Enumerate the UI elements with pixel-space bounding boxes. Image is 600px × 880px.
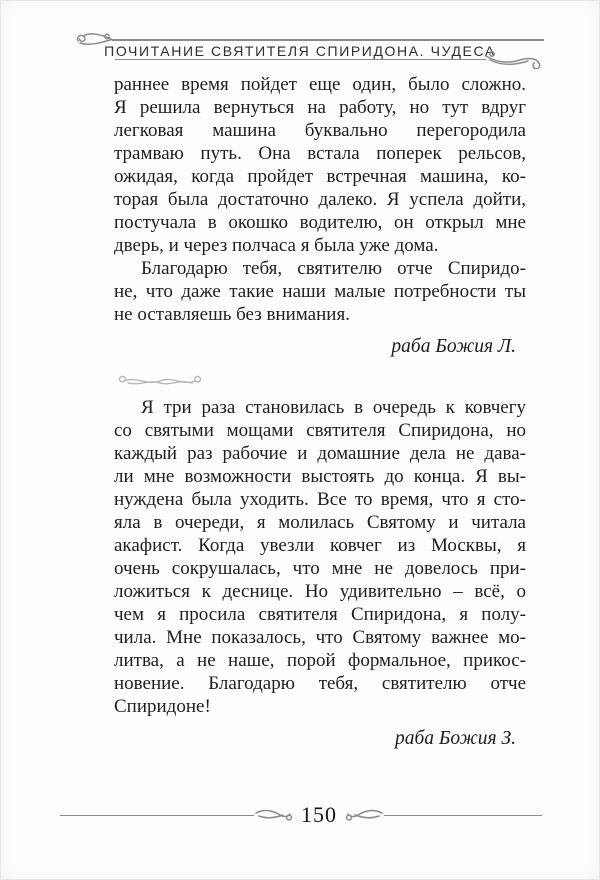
section-divider <box>114 374 526 388</box>
text-line: Я три раза становилась в очередь к ковчегу <box>141 397 526 418</box>
paragraph <box>114 73 526 257</box>
running-title: ПОЧИТАНИЕ СВЯТИТЕЛЯ СПИРИДОНА. ЧУДЕСА <box>104 43 496 59</box>
text-line: чем я просила святителя Спиридона, я полу- <box>114 604 526 625</box>
page-number: 150 <box>301 802 337 827</box>
testimony-section <box>114 396 526 750</box>
text-line: Благодарю тебя, святителю отче Спиридо- <box>141 258 526 279</box>
text-line: со святыми мощами святителя Спиридона, но <box>114 420 526 441</box>
text-line: ложиться к деснице. Но удивительно – всё, о <box>114 581 526 602</box>
text-line: постучала в окошко водителю, он открыл мне <box>114 212 526 233</box>
text-line: чила. Мне показалось, что Святому важнее мо- <box>114 627 526 648</box>
text-line: каждый раз рабочие и домашние дела не дава- <box>114 443 526 464</box>
footer-rule-left <box>60 815 254 816</box>
signature: раба Божия Л. <box>391 336 516 357</box>
text-line: литва, а не наше, порой формальное, прикос- <box>114 650 526 671</box>
testimony-section <box>114 73 526 358</box>
text-column <box>114 73 526 750</box>
text-line: яла в очереди, я молилась Святому и читала <box>114 512 526 533</box>
text-line: ожидая, когда пройдет встречная машина, ко- <box>114 166 526 187</box>
text-line: легковая машина буквально перегородила <box>114 120 526 141</box>
paragraph <box>114 257 526 326</box>
header-flourish-right-icon <box>484 47 544 69</box>
signature: раба Божия З. <box>394 728 516 749</box>
text-line: Я решила вернуться на работу, но тут вдруг <box>114 97 526 118</box>
text-line: нуждена была уходить. Все то время, что я сто- <box>114 489 526 510</box>
header-rule <box>112 39 544 41</box>
text-line: Спиридоне! <box>114 696 211 717</box>
text-line: раннее время пойдет еще один, было сложно. <box>114 74 526 95</box>
page-footer <box>60 802 542 828</box>
text-line: не оставляешь без внимания. <box>114 304 350 325</box>
divider-flourish-icon <box>114 374 206 388</box>
text-line: очень сокрушалась, что мне не довелось при- <box>114 558 526 579</box>
text-line: дверь, и через полчаса я была уже дома. <box>114 235 439 256</box>
footer-flourish-left-icon <box>255 807 295 823</box>
text-line: трамваю путь. Она встала поперек рельсов, <box>114 143 526 164</box>
title-underline <box>115 59 486 60</box>
text-line: не, что даже такие наши малые потребности ты <box>114 281 526 302</box>
footer-rule-right <box>384 815 542 816</box>
text-line: акафист. Когда увезли ковчег из Москвы, я <box>114 535 526 556</box>
text-line: торая была достаточно далеко. Я успела дойти, <box>114 189 526 210</box>
text-line: новение. Благодарю тебя, святителю отче <box>114 673 526 694</box>
text-line: ли мне возможности выстоять до конца. Я вы- <box>114 466 526 487</box>
footer-flourish-right-icon <box>343 807 383 823</box>
paragraph <box>114 396 526 718</box>
